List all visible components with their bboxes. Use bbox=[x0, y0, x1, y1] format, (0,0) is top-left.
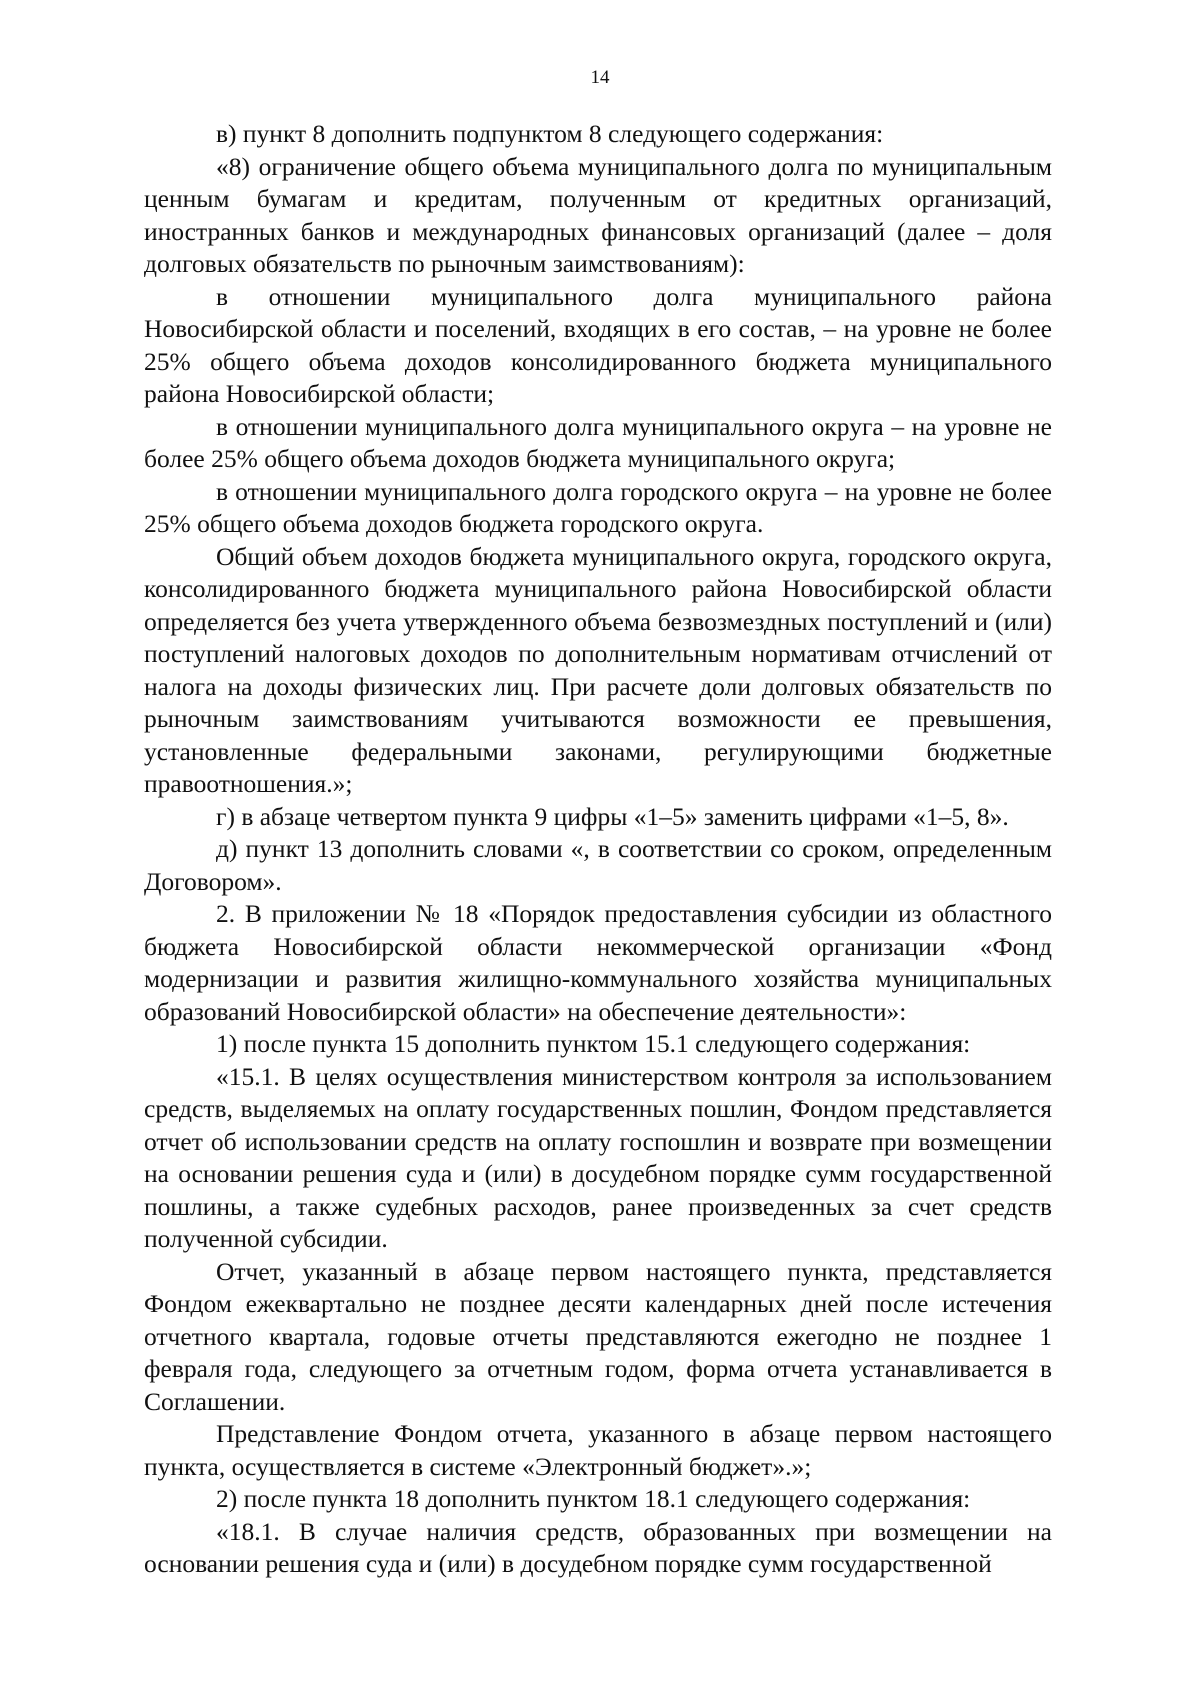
paragraph-6: Общий объем доходов бюджета муниципального округа, городского округа, консолидированного бюджета муниципального района Новосибирской области определяется без учета утвержденного объема безвозмездных поступлений и (или) поступлений налоговых доходов по дополнительным нормативам отчислений от налога на доходы физических лиц. При расчете доли долговых обязательств по рыночным заимствованиям учитываются возможности ее превышения, установленные федеральными законами, регулирующими бюджетные правоотношения.»; bbox=[144, 541, 1052, 798]
paragraph-4: в отношении муниципального долга муниципального округа – на уровне не более 25% общего объема доходов бюджета муниципального округа; bbox=[144, 411, 1052, 473]
paragraph-8: д) пункт 13 дополнить словами «, в соответствии со сроком, определенным Договором». bbox=[144, 834, 1052, 896]
document-body bbox=[144, 118, 1052, 1581]
paragraph-14: 2) после пункта 18 дополнить пунктом 18.1 следующего содержания: bbox=[216, 1484, 971, 1513]
paragraph-5: в отношении муниципального долга городского округа – на уровне не более 25% общего объема доходов бюджета городского округа. bbox=[144, 476, 1052, 538]
paragraph-13: Представление Фондом отчета, указанного в абзаце первом настоящего пункта, осуществляется в системе «Электронный бюджет».»; bbox=[144, 1419, 1052, 1481]
paragraph-9: 2. В приложении № 18 «Порядок предоставления субсидии из областного бюджета Новосибирской области некоммерческой организации «Фонд модернизации и развития жилищно-коммунального хозяйства муниципальных образований Новосибирской области» на обеспечение деятельности»: bbox=[144, 899, 1052, 1026]
paragraph-11: «15.1. В целях осуществления министерством контроля за использованием средств, выделяемых на оплату государственных пошлин, Фондом представляется отчет об использовании средств на оплату госпошлин и возврате при возмещении на основании решения суда и (или) в досудебном порядке сумм государственной пошлины, а также судебных расходов, ранее произведенных за счет средств полученной субсидии. bbox=[144, 1061, 1052, 1253]
paragraph-3: в отношении муниципального долга муниципального района Новосибирской области и поселений, входящих в его состав, – на уровне не более 25% общего объема доходов консолидированного бюджета муниципального района Новосибирской области; bbox=[144, 281, 1052, 408]
paragraph-12: Отчет, указанный в абзаце первом настоящего пункта, представляется Фондом ежеквартально не позднее десяти календарных дней после истечения отчетного квартала, годовые отчеты представляются ежегодно не позднее 1 февраля года, следующего за отчетным годом, форма отчета устанавливается в Соглашении. bbox=[144, 1256, 1052, 1416]
paragraph-2: «8) ограничение общего объема муниципального долга по муниципальным ценным бумагам и кредитам, полученным от кредитных организаций, иностранных банков и международных финансовых организаций (далее – доля долговых обязательств по рыночным заимствованиям): bbox=[144, 151, 1052, 278]
page-number: 14 bbox=[590, 67, 610, 88]
paragraph-1: в) пункт 8 дополнить подпунктом 8 следующего содержания: bbox=[216, 119, 884, 148]
paragraph-15: «18.1. В случае наличия средств, образованных при возмещении на основании решения суда и (или) в досудебном порядке сумм государственной bbox=[144, 1516, 1052, 1578]
paragraph-7: г) в абзаце четвертом пункта 9 цифры «1–5» заменить цифрами «1–5, 8». bbox=[216, 801, 1009, 831]
paragraph-10: 1) после пункта 15 дополнить пунктом 15.1 следующего содержания: bbox=[216, 1029, 971, 1058]
